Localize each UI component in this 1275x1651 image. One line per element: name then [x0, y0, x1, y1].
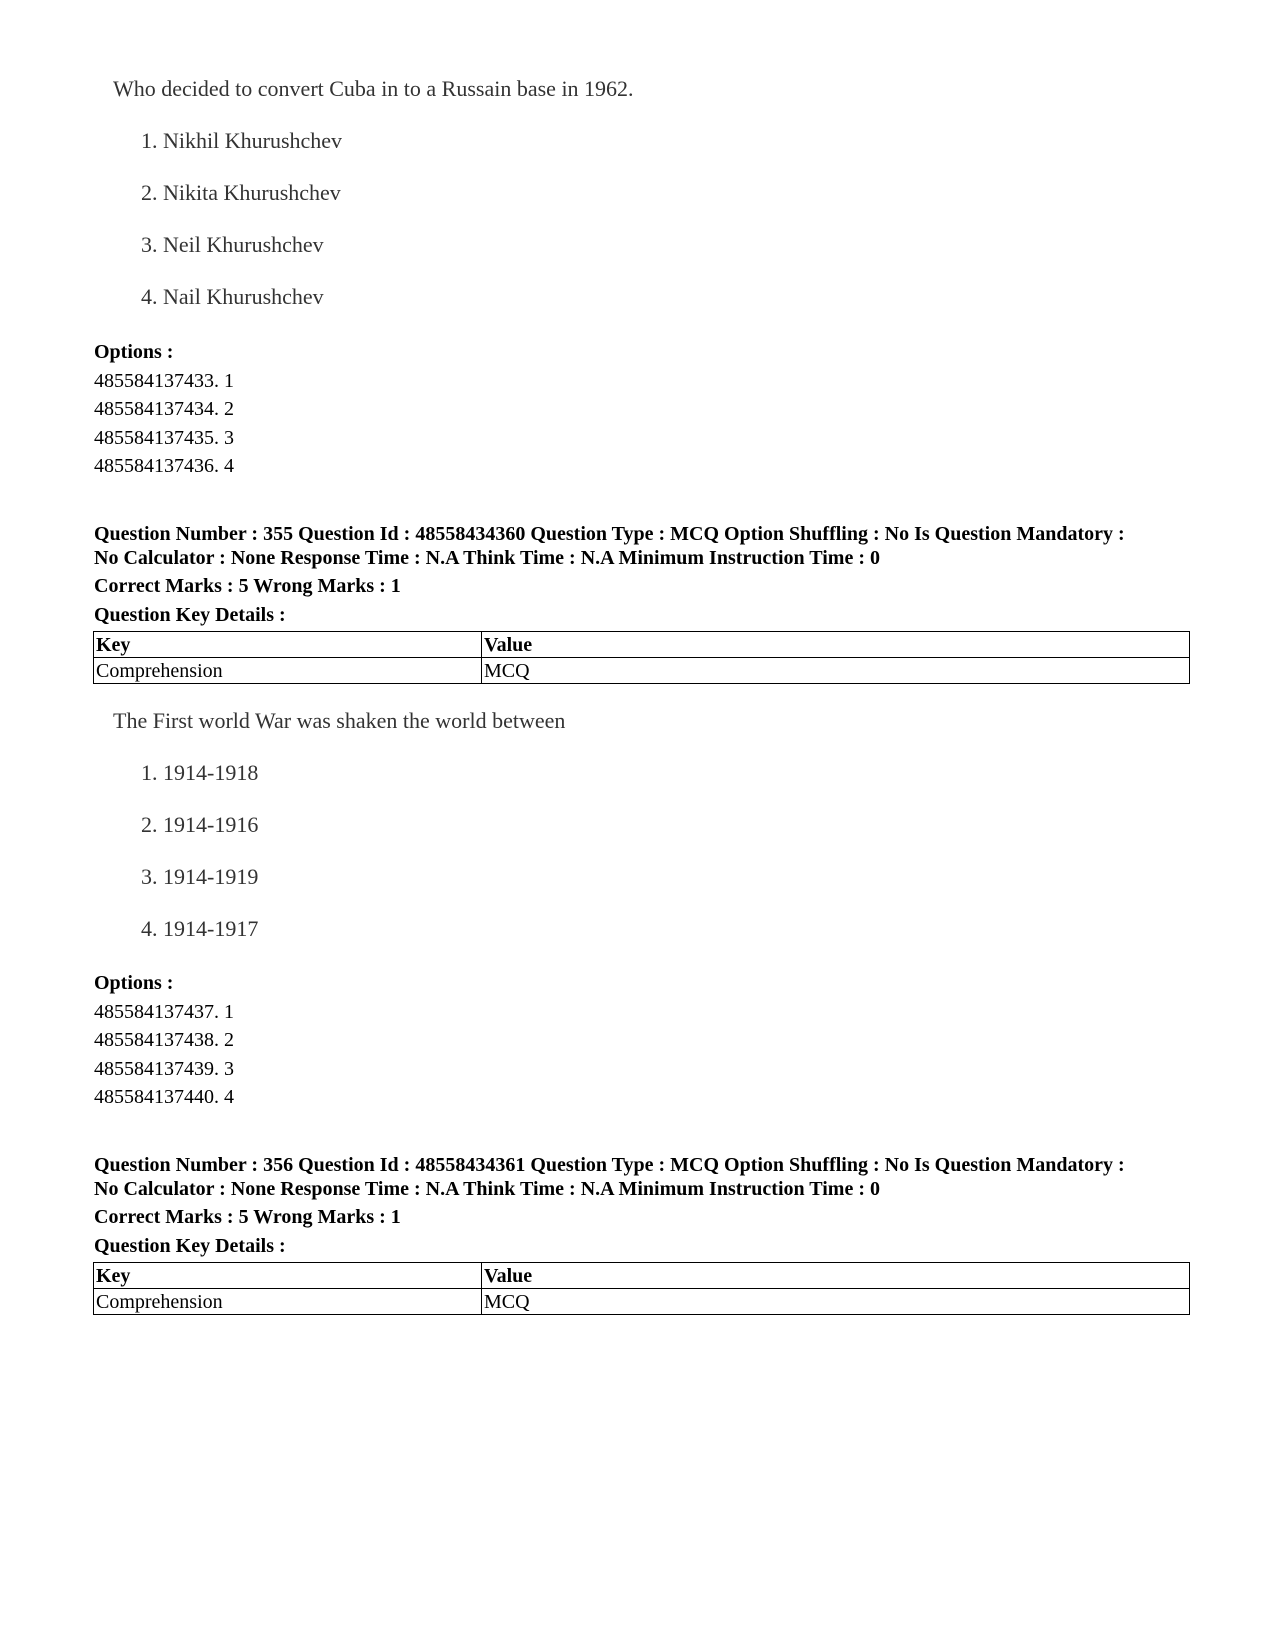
table-cell-key: Comprehension [94, 658, 482, 684]
table-header-key: Key [94, 632, 482, 658]
question-image-1 [113, 76, 634, 309]
table-row [94, 658, 1190, 684]
key-details-heading: Question Key Details : [94, 604, 286, 626]
choice-item: 3. 1914-1919 [141, 864, 259, 889]
option-id: 485584137440. 4 [94, 1086, 234, 1108]
choice-item: 1. 1914-1918 [141, 760, 259, 785]
option-id: 485584137438. 2 [94, 1029, 234, 1051]
options-heading: Options : [94, 341, 174, 363]
option-id: 485584137434. 2 [94, 398, 234, 420]
table-header-key: Key [94, 1263, 482, 1289]
key-details-table [93, 631, 1190, 684]
table-header-row [94, 632, 1190, 658]
choice-item: 3. Neil Khurushchev [141, 232, 324, 257]
meta-line: Question Number : 355 Question Id : 48558434360 Question Type : MCQ Option Shuffling : No Is Question Mandatory : [94, 523, 1125, 545]
table-cell-value: MCQ [482, 658, 1190, 684]
table-header-row [94, 1263, 1190, 1289]
question-meta-355 [94, 522, 1194, 570]
table-cell-value: MCQ [482, 1289, 1190, 1315]
question-meta-356 [94, 1153, 1194, 1201]
choice-item: 4. 1914-1917 [141, 916, 259, 941]
table-header-value: Value [482, 1263, 1190, 1289]
table-cell-key: Comprehension [94, 1289, 482, 1315]
option-id: 485584137433. 1 [94, 369, 234, 392]
key-details-table [93, 1262, 1190, 1315]
meta-line: No Calculator : None Response Time : N.A Think Time : N.A Minimum Instruction Time : 0 [94, 1178, 880, 1200]
options-list-2 [94, 969, 234, 1112]
choice-item: 2. 1914-1916 [141, 812, 259, 837]
options-list-1 [94, 338, 234, 481]
options-heading: Options : [94, 972, 174, 994]
table-row [94, 1289, 1190, 1315]
choice-item: 1. Nikhil Khurushchev [141, 128, 343, 153]
option-id: 485584137437. 1 [94, 1000, 234, 1023]
choice-item: 2. Nikita Khurushchev [141, 180, 341, 205]
marks-line: Correct Marks : 5 Wrong Marks : 1 [94, 575, 401, 597]
question-stem: The First world War was shaken the world between [113, 708, 566, 733]
option-id: 485584137436. 4 [94, 455, 234, 477]
option-id: 485584137435. 3 [94, 426, 234, 449]
meta-line: No Calculator : None Response Time : N.A Think Time : N.A Minimum Instruction Time : 0 [94, 547, 880, 569]
question-stem: Who decided to convert Cuba in to a Russain base in 1962. [113, 76, 634, 101]
option-id: 485584137439. 3 [94, 1057, 234, 1080]
marks-line: Correct Marks : 5 Wrong Marks : 1 [94, 1206, 401, 1228]
choice-item: 4. Nail Khurushchev [141, 284, 324, 309]
meta-line: Question Number : 356 Question Id : 48558434361 Question Type : MCQ Option Shuffling : No Is Question Mandatory : [94, 1154, 1125, 1176]
key-details-heading: Question Key Details : [94, 1235, 286, 1257]
question-image-2 [113, 708, 566, 941]
table-header-value: Value [482, 632, 1190, 658]
